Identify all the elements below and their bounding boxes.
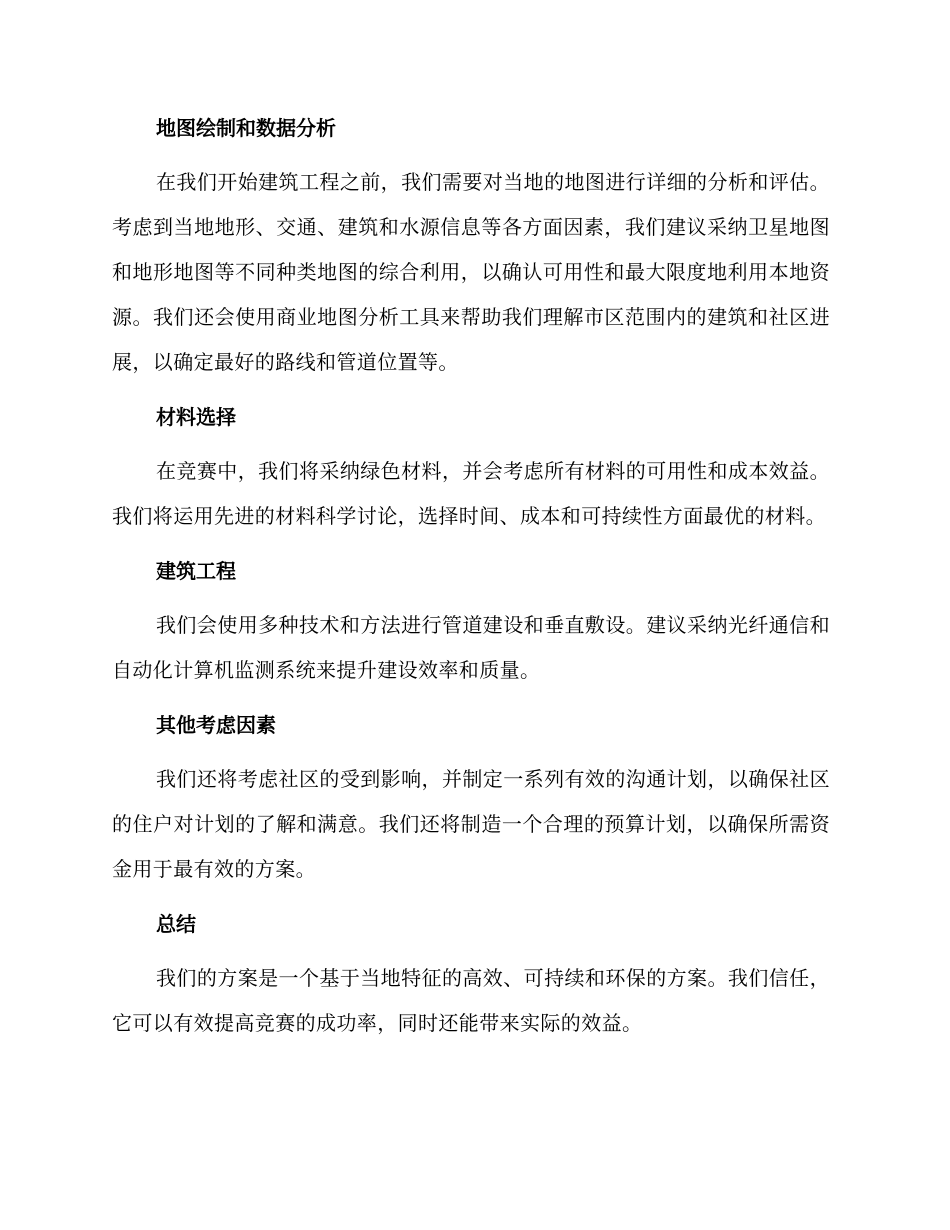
paragraph-map-analysis: 在我们开始建筑工程之前，我们需要对当地的地图进行详细的分析和评估。考虑到当地地形、交通、建筑和水源信息等各方面因素，我们建议采纳卫星地图和地形地图等不同种类地图的综合利用，以确认可用性和最大限度地利用本地资源。我们还会使用商业地图分析工具来帮助我们理解市区范围内的建筑和社区进展，以确定最好的路线和管道位置等。 [112, 170, 830, 374]
paragraph-other-considerations: 我们还将考虑社区的受到影响，并制定一系列有效的沟通计划，以确保社区的住户对计划的了解和满意。我们还将制造一个合理的预算计划，以确保所需资金用于最有效的方案。 [112, 767, 830, 881]
paragraph-summary: 我们的方案是一个基于当地特征的高效、可持续和环保的方案。我们信任，它可以有效提高竞赛的成功率，同时还能带来实际的效益。 [112, 966, 830, 1035]
section-heading-map-analysis: 地图绘制和数据分析 [156, 116, 336, 140]
section-heading-summary: 总结 [156, 912, 196, 936]
section-heading-materials: 材料选择 [156, 405, 236, 429]
paragraph-materials: 在竞赛中，我们将采纳绿色材料，并会考虑所有材料的可用性和成本效益。我们将运用先进的材料科学讨论，选择时间、成本和可持续性方面最优的材料。 [112, 459, 830, 528]
section-heading-construction: 建筑工程 [156, 559, 236, 583]
paragraph-construction: 我们会使用多种技术和方法进行管道建设和垂直敷设。建议采纳光纤通信和自动化计算机监测系统来提升建设效率和质量。 [112, 613, 830, 682]
document-body [112, 110, 830, 1046]
section-heading-other-considerations: 其他考虑因素 [156, 713, 276, 737]
